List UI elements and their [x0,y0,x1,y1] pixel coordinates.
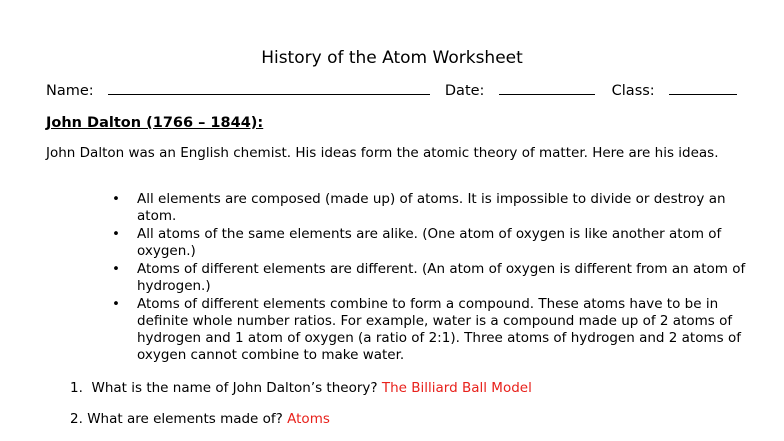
date-label: Date: [444,83,485,99]
name-blank [108,80,430,95]
answer-text: The Billiard Ball Model [381,380,532,396]
section-heading-text: John Dalton (1766 – 1844) [46,115,258,131]
page-title: History of the Atom Worksheet [261,48,523,68]
class-label: Class: [611,83,655,99]
list-item-text: Atoms of different elements are different. (An atom of oxygen is different from an atom of hydrogen.) [137,261,746,294]
list-item-text: Atoms of different elements combine to form a compound. These atoms have to be in definite whole number ratios. For example, water is a compound made up of 2 atoms of hydrogen and 1 atom of oxygen (a ratio of 2:1). Three atoms of hydrogen and 2 atoms of oxygen cannot combine to make water. [137,296,741,363]
dalton-ideas-list [112,191,752,365]
bullet-icon: • [112,261,120,277]
question-text: What are elements made of? [87,411,283,427]
bullet-icon: • [112,226,120,242]
header-fields [46,80,746,101]
list-item [112,226,752,260]
bullet-icon: • [112,296,120,312]
list-item [112,261,752,295]
list-item [112,296,752,364]
question-text: What is the name of John Dalton’s theory? [91,380,378,396]
name-label: Name: [46,83,94,99]
list-item [112,191,752,225]
section-heading-colon: : [257,115,264,131]
question-number: 2. [70,411,83,427]
bullet-icon: • [112,191,120,207]
date-blank [499,80,595,95]
list-item-text: All atoms of the same elements are alike. (One atom of oxygen is like another atom of oxygen.) [137,226,722,259]
section-heading [46,113,263,133]
class-blank [669,80,737,95]
intro-paragraph: John Dalton was an English chemist. His ideas form the atomic theory of matter. Here are his ideas. [46,145,719,161]
answer-text: Atoms [287,411,330,427]
question-2 [70,410,330,428]
question-number: 1. [70,380,83,396]
list-item-text: All elements are composed (made up) of atoms. It is impossible to divide or destroy an atom. [137,191,726,224]
question-1 [70,379,532,397]
